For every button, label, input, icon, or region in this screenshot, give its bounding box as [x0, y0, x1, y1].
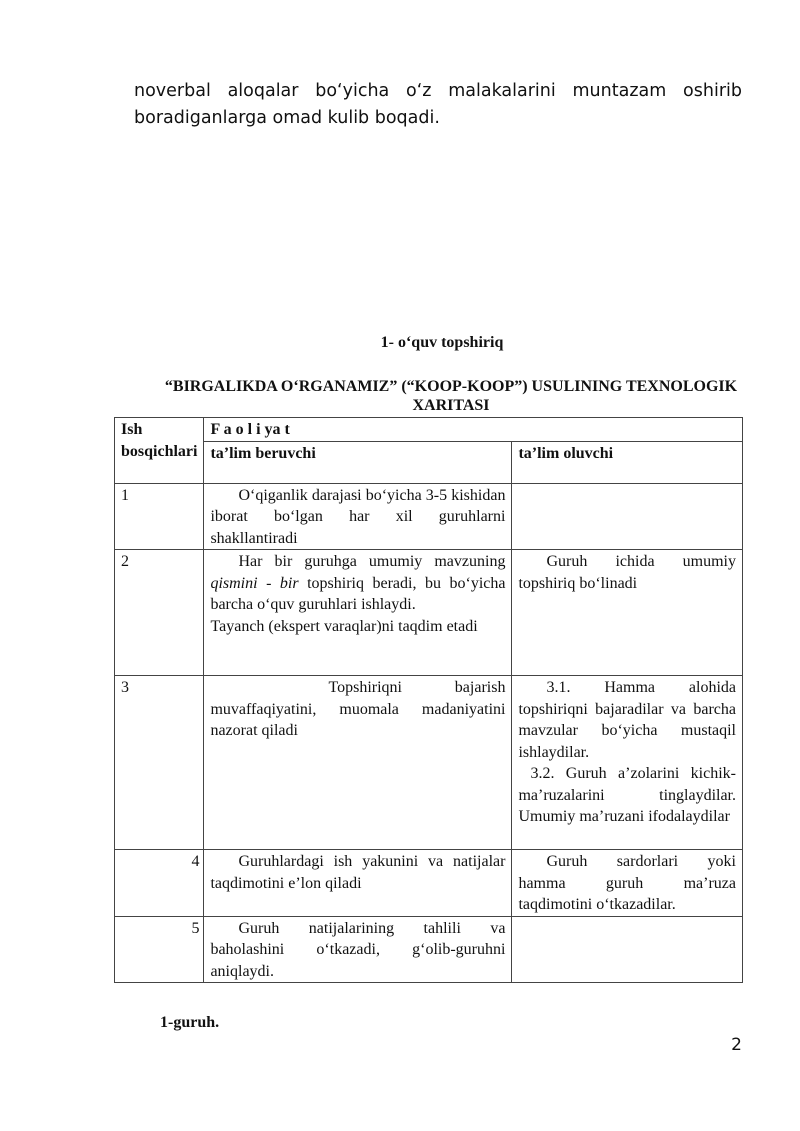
teacher-text-a: Har bir guruhga umumiy mavzuning: [238, 553, 506, 570]
task-title: 1- o‘quv topshiriq: [380, 334, 504, 351]
table-header-row: [115, 418, 743, 442]
teacher-text: [210, 551, 505, 616]
row-number: 4: [115, 850, 204, 917]
student-cell: [512, 916, 743, 983]
teacher-cell: O‘qiganlik darajasi bo‘yicha 3-5 kishidan iborat bo‘lgan har xil guruhlarni shakllantiradi: [204, 483, 512, 550]
table-subheader-row: [115, 441, 743, 483]
intro-paragraph: [134, 78, 742, 132]
row-number: 2: [115, 550, 204, 676]
teacher-cell: Topshiriqni bajarish muvaffaqiyatini, muomala madaniyatini nazorat qiladi: [204, 676, 512, 850]
table-row: [115, 850, 743, 917]
teacher-text-c: Tayanch (ekspert varaqlar)ni taqdim etadi: [210, 617, 478, 635]
page-number: 2: [731, 1035, 742, 1055]
row-number: 3: [115, 676, 204, 850]
teacher-text-b: topshiriq beradi, bu bo‘yicha barcha o‘quv guruhlari ishlaydi.: [210, 574, 506, 613]
student-text-b: 3.2. Guruh a’zolarini kichik-ma’ruzalarini tinglaydilar. Umumiy ma’ruzani ifodalaydilar: [518, 765, 736, 825]
teacher-cell: Guruhlardagi ish yakunini va natijalar taqdimotini e’lon qiladi: [204, 850, 512, 917]
header-teacher: ta’lim beruvchi: [204, 441, 512, 483]
intro-line-1: noverbal aloqalar bo‘yicha o‘z malakalarini muntazam oshirib: [134, 81, 742, 101]
student-cell: Guruh ichida umumiy topshiriq bo‘linadi: [512, 550, 743, 676]
intro-line-2: boradiganlarga omad kulib boqadi.: [134, 108, 440, 128]
student-text-a: 3.1. Hamma alohida topshiriqni bajaradilar va barcha mavzular bo‘yicha mustaqil ishlaydilar.: [518, 679, 736, 761]
row-number: 5: [115, 916, 204, 983]
header-activity: F a o l i ya t: [204, 418, 743, 442]
table-row: [115, 916, 743, 983]
table-row: [115, 550, 743, 676]
header-student: ta’lim oluvchi: [512, 441, 743, 483]
table-row: [115, 676, 743, 850]
group-label: 1-guruh.: [160, 1014, 220, 1031]
student-cell: [512, 483, 743, 550]
technology-map-table: [114, 417, 743, 983]
teacher-cell: Guruh natijalarining tahlili va baholashini o‘tkazadi, g‘olib-guruhni aniqlaydi.: [204, 916, 512, 983]
row-number: 1: [115, 483, 204, 550]
student-cell: Guruh sardorlari yoki hamma guruh ma’ruza taqdimotini o‘tkazadilar.: [512, 850, 743, 917]
table-row: [115, 483, 743, 550]
teacher-cell: [204, 550, 512, 676]
header-stage: Ish bosqichlari: [115, 418, 204, 484]
student-cell: [512, 676, 743, 850]
technology-map-title: “BIRGALIKDA O‘RGANAMIZ” (“KOOP-KOOP”) USULINING TEXNOLOGIK XARITASI: [164, 378, 738, 414]
teacher-text-italic: qismini - bir: [210, 574, 299, 592]
